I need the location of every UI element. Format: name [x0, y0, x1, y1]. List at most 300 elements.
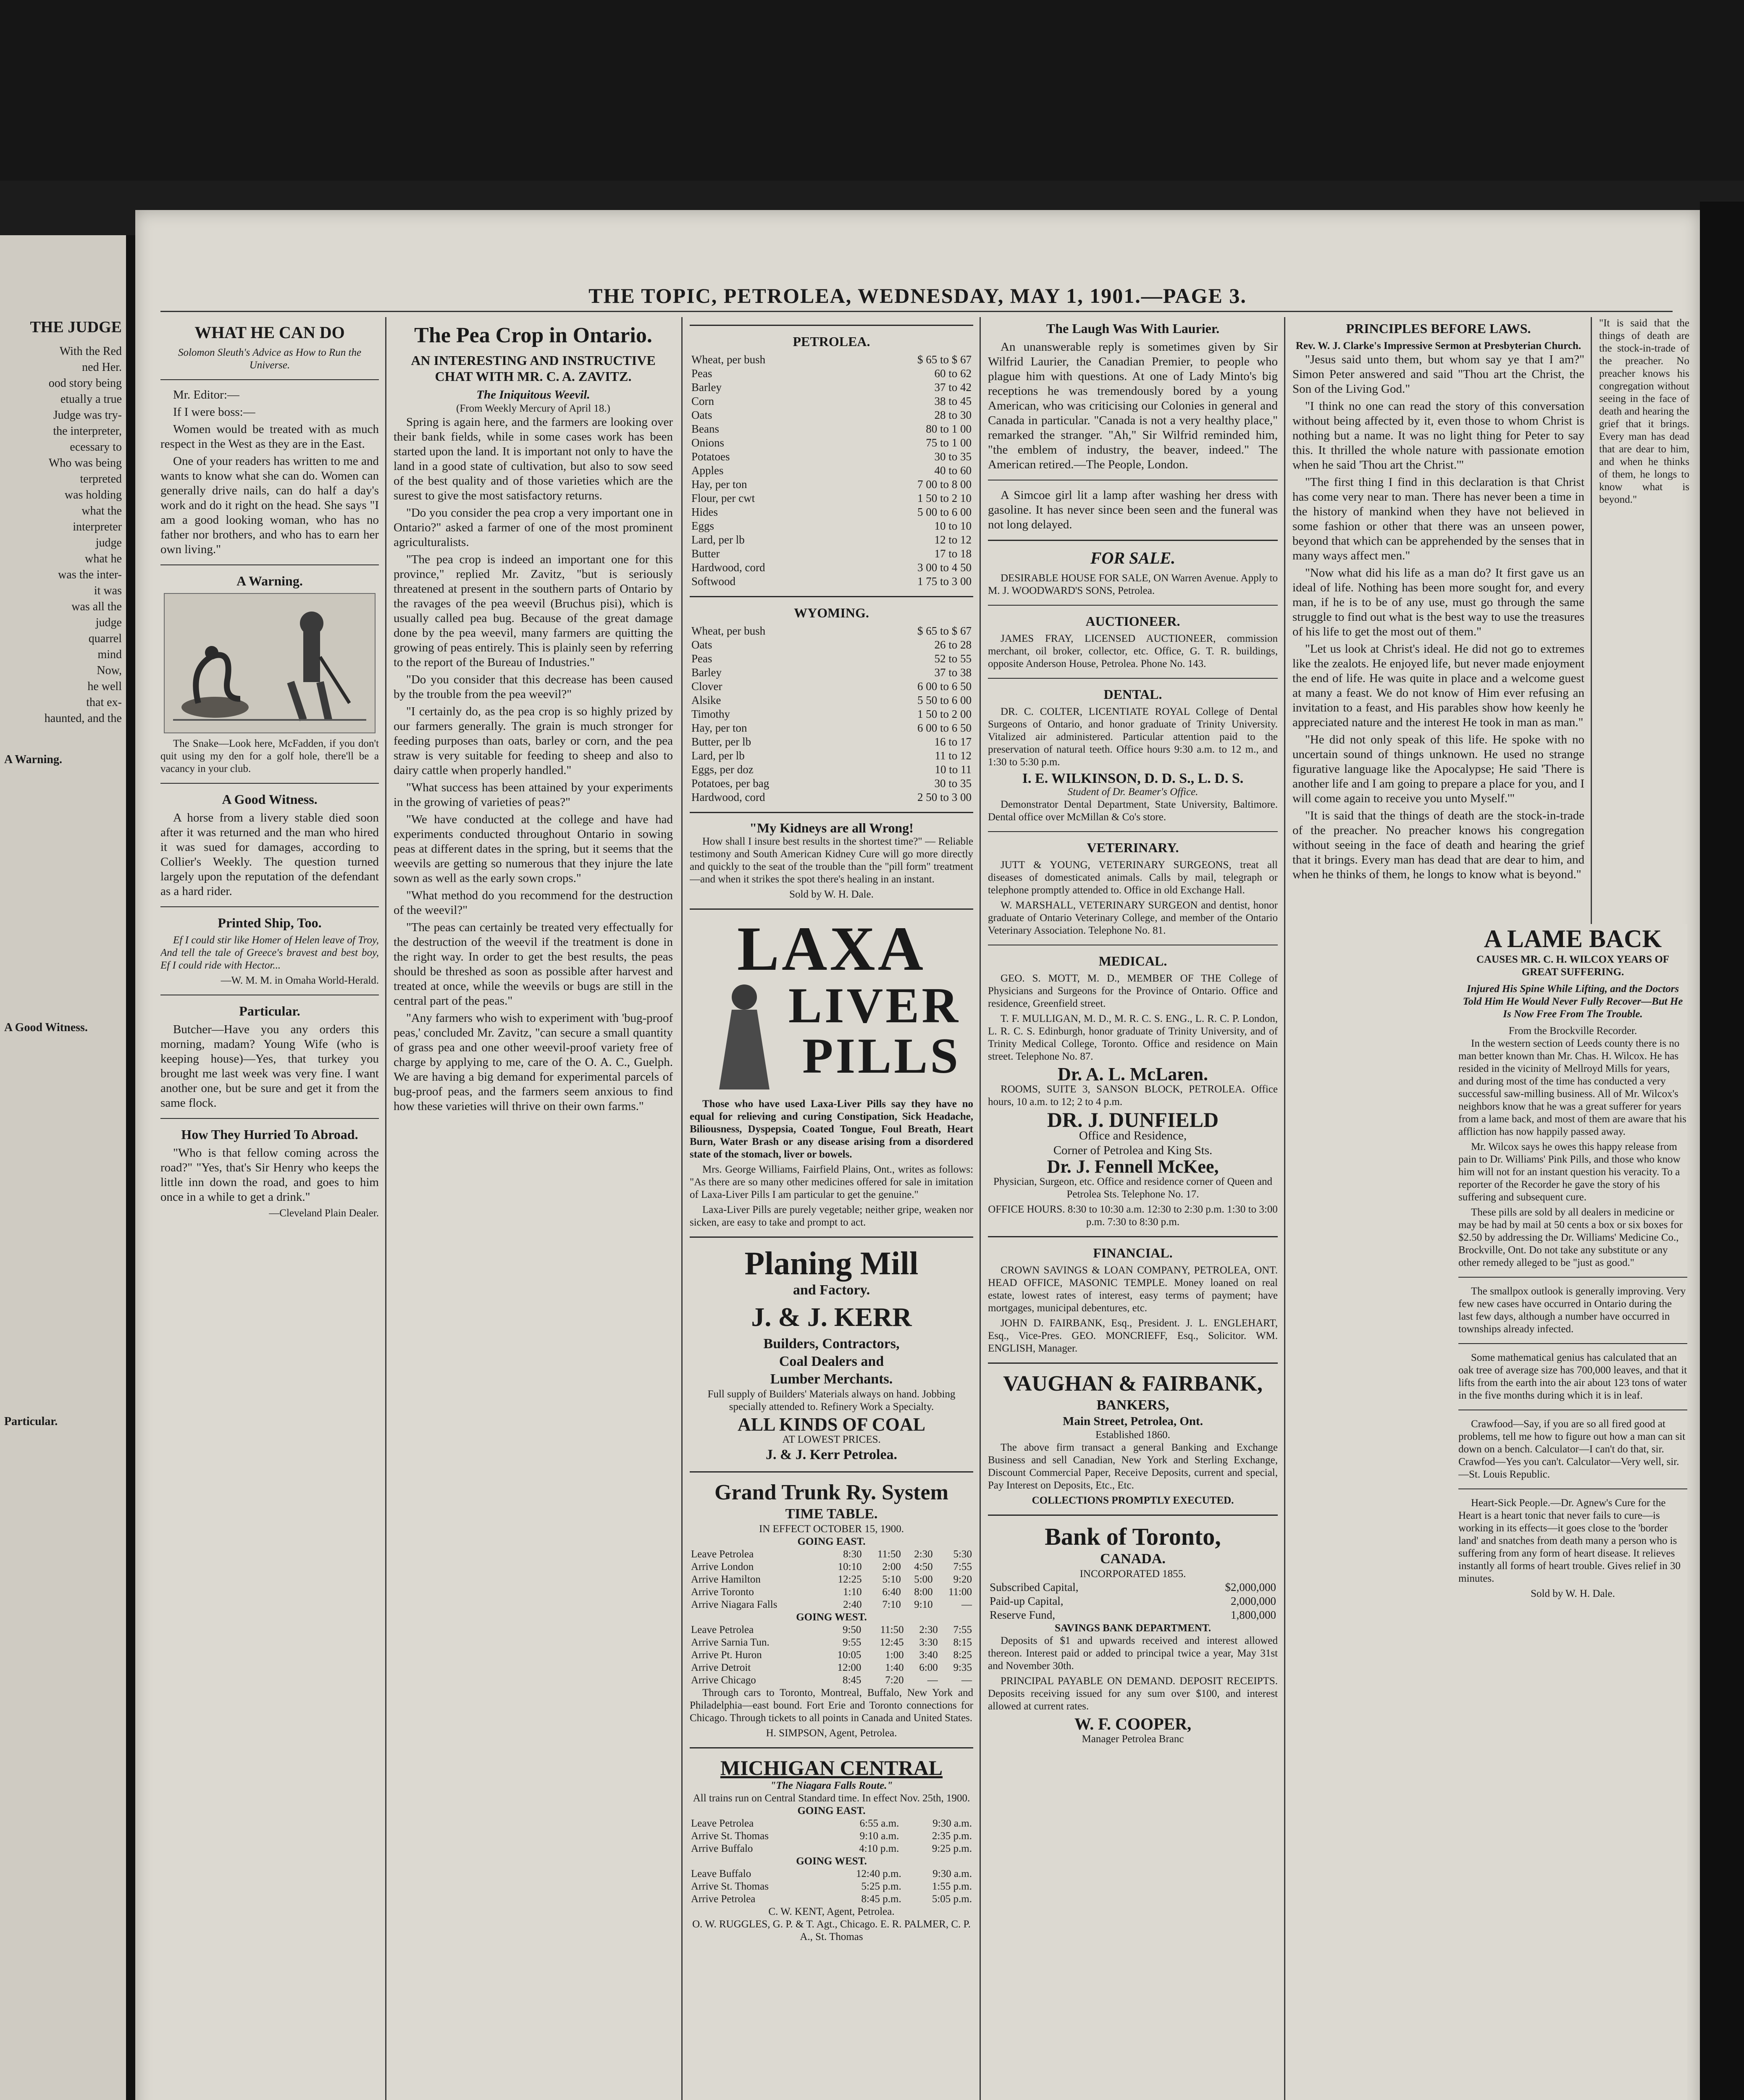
prev-line: judge [95, 616, 122, 629]
laxa-liver-ad [690, 914, 973, 1098]
prev-line: judge [95, 536, 122, 549]
price-row [690, 777, 973, 790]
bank-text: Deposits of $1 and upwards received and interest allowed thereon. Interest paid or added to principal twice a year, May 31st and November 30th. [988, 1635, 1278, 1672]
timetable-row [690, 1599, 973, 1611]
prev-line: quarrel [88, 632, 122, 645]
mclaren-name: Dr. A. L. McLaren. [1057, 1064, 1208, 1084]
gtr-effect: IN EFFECT OCTOBER 15, 1900. [759, 1523, 904, 1535]
timetable-time: 11:00 [948, 1586, 972, 1598]
timetable-time: 1:40 [885, 1662, 904, 1673]
paragraph: Mr. Editor:— [173, 388, 239, 402]
price-row [690, 666, 973, 680]
paragraph: Butcher—Have you any orders this morning, madam? Young Wife (who is keeping house)—Yes, that turkey you brought me last week was very fine. I want another one, but be sure and get it from the same flock. [160, 1023, 379, 1110]
card-text: GEO. S. MOTT, M. D., MEMBER OF THE College of Physicians and Surgeons for the Province of Ontario. Office and residence, Greenfield street. [988, 973, 1278, 1009]
price-value: 10 to 11 [935, 763, 972, 776]
timetable-row [690, 1830, 973, 1843]
timetable-time: 5:25 p.m. [861, 1881, 901, 1892]
prev-heading-warning: A Warning. [4, 753, 62, 766]
timetable-row [690, 1649, 973, 1662]
divider [988, 678, 1278, 679]
price-item: Wheat, per bush [691, 353, 766, 366]
timetable-stop: Arrive London [691, 1561, 754, 1572]
price-value: 5 00 to 6 00 [917, 506, 972, 518]
timetable-row [690, 1674, 973, 1687]
prev-line: haunted, and the [44, 712, 122, 725]
timetable-time: 9:20 [953, 1574, 972, 1585]
timetable-row [690, 1586, 973, 1599]
paragraph: The smallpox outlook is generally improving. Very few new cases have occurred in Ontario during the last few days, although a number have occurred in townships already infected. [1458, 1286, 1686, 1335]
timetable-time: 9:10 a.m. [859, 1830, 899, 1842]
timetable-row [690, 1548, 973, 1561]
price-value: 38 to 45 [934, 395, 972, 407]
timetable-time: 9:50 [842, 1624, 861, 1635]
gtr-note: Through cars to Toronto, Montreal, Buffalo, New York and Philadelphia—east bound. Fort Erie and Toronto connections for Chicago. Through tickets to all points in Canada and United States. [690, 1687, 973, 1724]
price-item: Hay, per ton [691, 722, 747, 734]
price-item: Clover [691, 680, 722, 693]
vf-text: The above firm transact a general Banking and Exchange Business and sell Canadian, New York and Sterling Exchange, Discount Commercial Paper, Receive Deposits, current and special, Pay Interest on Deposits, Etc., Etc. [988, 1442, 1278, 1491]
ad-source: From the Brockville Recorder. [1508, 1025, 1637, 1037]
mc-heading: MICHIGAN CENTRAL [720, 1756, 943, 1780]
for-sale-heading: FOR SALE. [1090, 549, 1176, 567]
card-text: T. F. MULLIGAN, M. D., M. R. C. S. ENG., L. R. C. P. London, L. R. C. S. Edinburgh, honor graduate of Trinity University, and of Trinity Medical College, Toronto. Office and residence on Main street. Telephone No. 87. [988, 1013, 1278, 1062]
timetable-time: 2:35 p.m. [932, 1830, 972, 1842]
prev-line: etually a true [60, 393, 122, 406]
paragraph: "What method do you recommend for the destruction of the weevil?" [394, 889, 673, 917]
divider [160, 1118, 379, 1119]
mckee-text: Physician, Surgeon, etc. Office and residence corner of Queen and Petrolea Sts. Telephone No. 17. [993, 1176, 1273, 1200]
timetable-time: 6:40 [882, 1586, 901, 1598]
price-item: Oats [691, 409, 712, 421]
prev-heading-witness: A Good Witness. [4, 1021, 88, 1034]
article-headline: A Good Witness. [222, 792, 318, 807]
timetable-stop: Arrive Petrolea [691, 1893, 756, 1905]
timetable-row [690, 1561, 973, 1573]
price-value: 6 00 to 6 50 [917, 680, 972, 693]
article-headline: WHAT HE CAN DO [194, 323, 345, 342]
bank-manager-sub: Manager Petrolea Branc [1082, 1733, 1184, 1745]
price-item: Apples [691, 464, 724, 477]
divider [1458, 1488, 1687, 1489]
timetable-time: 2:40 [843, 1599, 862, 1610]
ad-kidney-credit: Sold by W. H. Dale. [789, 889, 874, 900]
price-row [690, 422, 973, 436]
divider [1458, 1277, 1687, 1278]
article-credit: —Cleveland Plain Dealer. [269, 1208, 379, 1219]
timetable-time: 6:55 a.m. [859, 1818, 899, 1829]
bank-toronto-inc: INCORPORATED 1855. [1079, 1568, 1186, 1580]
article-headline: How They Hurried To Abroad. [181, 1127, 358, 1142]
price-value: 75 to 1 00 [926, 436, 972, 449]
timetable-time: 5:10 [882, 1574, 901, 1585]
price-item: Eggs [691, 520, 714, 532]
divider [690, 1471, 973, 1473]
mckee-name: Dr. J. Fennell McKee, [1047, 1156, 1219, 1177]
timetable-time: 7:20 [885, 1675, 904, 1686]
mc-tagline: "The Niagara Falls Route." [770, 1780, 893, 1791]
divider [690, 1236, 973, 1238]
timetable-stop: Leave Buffalo [691, 1868, 751, 1880]
column-rule [1284, 317, 1285, 2100]
kerr-line: Builders, Contractors, [763, 1336, 900, 1352]
price-item: Eggs, per doz [691, 763, 754, 776]
paragraph: "Jesus said unto them, but whom say ye that I am?" Simon Peter answered and said "Thou art the Christ, the Son of the Living God." [1292, 353, 1584, 396]
kerr-line: Coal Dealers and [779, 1354, 884, 1369]
timetable-time: 5:30 [953, 1549, 972, 1560]
timetable-time: 2:30 [914, 1549, 933, 1560]
ad-laxa-quote: Mrs. George Williams, Fairfield Plains, Ont., writes as follows: "As there are so many other medicines offered for sale in imitation of Laxa-Liver Pills I am particular to get the genuine." [690, 1164, 973, 1200]
price-item: Timothy [691, 708, 730, 720]
price-value: 5 50 to 6 00 [917, 694, 972, 706]
price-row [690, 367, 973, 381]
prev-line: interpreter [73, 520, 122, 533]
paragraph: "Who is that fellow coming across the road?" "Yes, that's Sir Henry who keeps the little inn down the road, and goes to him once in a while to get a drink." [160, 1146, 379, 1204]
price-item: Wheat, per bush [691, 625, 766, 637]
price-row [690, 735, 973, 749]
price-row [690, 505, 973, 519]
price-value: $ 65 to $ 67 [917, 353, 972, 366]
price-item: Onions [691, 436, 725, 449]
prev-line: was holding [64, 488, 122, 501]
timetable-time: 8:30 [843, 1549, 862, 1560]
gtr-heading: Grand Trunk Ry. System [714, 1480, 948, 1504]
ad-laxa-close: Laxa-Liver Pills are purely vegetable; neither gripe, weaken nor sicken, are easy to take and prompt to act. [690, 1204, 973, 1228]
kerr-name: J. & J. KERR [751, 1302, 912, 1332]
divider [988, 831, 1278, 832]
price-item: Flour, per cwt [691, 492, 755, 504]
divider [1458, 1343, 1687, 1344]
paragraph: Heart-Sick People.—Dr. Agnew's Cure for the Heart is a heart tonic that never fails to cure—is working in its effects—it goes close to the 'border land' and snatches from death many a person who is suffering from any form of heart disease. It relieves instantly all forms of heart trouble. Gives relief in 30 minutes. [1458, 1497, 1681, 1584]
dunfield-text: Office and Residence, [1079, 1129, 1187, 1142]
timetable-row [690, 1624, 973, 1636]
price-row [690, 680, 973, 693]
paragraph: "Any farmers who wish to experiment with 'bug-proof peas,' concluded Mr. Zavitz, "can secure a small quantity of grass pea and one other weevil-proof variety free of charge by applying to me, care of the O. A. C., Guelph. We are having a big demand for experimental parcels of bug-proof peas, and the farmers seem anxious to find how these varieties will thrive on their own farms." [394, 1011, 673, 1113]
timetable-time: 1:10 [843, 1586, 862, 1598]
paragraph: "The pea crop is indeed an important one for this province," replied Mr. Zavitz, "but is seriously threatened at present in the southern parts of Ontario by the ravages of the pea weevil (Bruchus pisi), which is usually called pea bug. Because of the great damage done by the pea weevil, many farmers are quitting the growing of peas entirely. This is plainly seen by referring to the report of the Bureau of Industries." [394, 553, 673, 669]
paragraph: "I think no one can read the story of this conversation without being affected by it, even those to whom Christ is nothing but a name. It was no light thing for Peter to say this. It thrilled the whole nature with passionate emotion when he said 'Thou art the Christ.'" [1292, 399, 1584, 472]
price-row [690, 749, 973, 763]
column-2 [394, 317, 673, 2100]
timetable-time: 9:10 [914, 1599, 933, 1610]
mc-west-table [690, 1868, 973, 1906]
prev-line: With the Red [59, 345, 122, 358]
timetable-time: 10:05 [837, 1649, 861, 1661]
price-value: 7 00 to 8 00 [917, 478, 972, 491]
newspaper-page [135, 210, 1700, 2100]
divider [988, 1362, 1278, 1364]
bank-manager: W. F. COOPER, [1074, 1714, 1192, 1733]
vf-bankers: BANKERS, [1096, 1397, 1169, 1413]
dunfield-name: DR. J. DUNFIELD [1047, 1108, 1219, 1131]
timetable-time: 5:05 p.m. [932, 1893, 972, 1905]
timetable-time: — [961, 1599, 972, 1610]
scanner-background-top [0, 0, 1744, 181]
paragraph: These pills are sold by all dealers in medicine or may be had by mail at 50 cents a box or six boxes for $2.50 by addressing the Dr. Williams' Medicine Co., Brockville, Ont. Do not take any substitute or any other remedy alleged to be "just as good." [1458, 1207, 1683, 1268]
price-row [690, 547, 973, 561]
snake-golfer-illustration [165, 594, 375, 732]
kerr-signature: J. & J. Kerr Petrolea. [765, 1447, 898, 1462]
price-item: Potatoes, per bag [691, 777, 770, 790]
cartoon-caption: The Snake—Look here, McFadden, if you don't quit using my den for a golf hole, there'll be a vacancy in your club. [160, 738, 379, 774]
price-value: 1 75 to 3 00 [917, 575, 972, 588]
column-rule [385, 317, 386, 2100]
divider [690, 908, 973, 910]
paragraph: Mr. Wilcox says he owes this happy release from pain to Dr. Williams' Pink Pills, and those who know him will not for an instant question his veracity. To a reporter of the Recorder he gave the story of his suffering and subsequent cure. [1458, 1141, 1681, 1203]
office-hours: OFFICE HOURS. 8:30 to 10:30 a.m. 12:30 to 2:30 p.m. 1:30 to 3:00 p.m. 7:30 to 8:30 p.m. [988, 1204, 1278, 1228]
price-value: 37 to 38 [934, 666, 972, 679]
article-subhead: Rev. W. J. Clarke's Impressive Sermon at Presbyterian Church. [1295, 340, 1581, 352]
timetable-time: 12:25 [838, 1574, 862, 1585]
scanner-background-right [1700, 202, 1744, 2100]
timetable-time: 2:00 [882, 1561, 901, 1572]
timetable-time: 8:00 [914, 1586, 933, 1598]
timetable-time: 12:45 [880, 1637, 904, 1648]
timetable-time: 8:45 [842, 1675, 861, 1686]
timetable-stop: Arrive Toronto [691, 1586, 754, 1598]
ad-headline: A LAME BACK [1484, 925, 1662, 953]
timetable-time: 1:55 p.m. [932, 1881, 972, 1892]
article-headline: The Pea Crop in Ontario. [414, 323, 652, 347]
price-item: Softwood [691, 575, 736, 588]
price-value: 1 50 to 2 10 [917, 492, 972, 504]
price-item: Barley [691, 666, 722, 679]
timetable-time: 12:40 p.m. [856, 1868, 901, 1880]
gtr-agent: H. SIMPSON, Agent, Petrolea. [766, 1727, 897, 1739]
paragraph: If I were boss:— [173, 405, 255, 419]
price-item: Corn [691, 395, 714, 407]
paragraph: Women would be treated with as much respect in the West as they are in the East. [160, 423, 379, 451]
capital-value: 2,000,000 [1231, 1595, 1276, 1607]
timetable-time: 7:55 [953, 1624, 972, 1635]
mc-going-west: GOING WEST. [796, 1856, 867, 1867]
capital-value: $2,000,000 [1225, 1581, 1276, 1593]
price-value: $ 65 to $ 67 [917, 625, 972, 637]
timetable-stop: Arrive Sarnia Tun. [691, 1637, 770, 1648]
prev-line: Who was being [48, 457, 122, 470]
article-subhead: AN INTERESTING AND INSTRUCTIVE CHAT WITH MR. C. A. ZAVITZ. [411, 353, 656, 384]
price-row [690, 408, 973, 422]
column-3 [690, 317, 973, 2100]
article-headline: Particular. [239, 1003, 300, 1018]
section-heading: VETERINARY. [1087, 840, 1179, 855]
timetable-stop: Arrive Buffalo [691, 1843, 753, 1854]
divider [690, 812, 973, 813]
vf-place: Main Street, Petrolea, Ont. [1063, 1415, 1203, 1428]
price-item: Hay, per ton [691, 478, 747, 491]
timetable-row [690, 1893, 973, 1906]
timetable-time: 8:25 [953, 1649, 972, 1661]
gtr-going-west: GOING WEST. [796, 1612, 867, 1623]
price-row [690, 561, 973, 575]
vf-name: VAUGHAN & FAIRBANK, [1003, 1372, 1263, 1396]
timetable-time: 5:00 [914, 1574, 933, 1585]
price-row [690, 707, 973, 721]
timetable-time: 7:55 [953, 1561, 972, 1572]
cartoon-heading: A Warning. [236, 573, 303, 588]
for-sale-text: DESIRABLE HOUSE FOR SALE, ON Warren Avenue. Apply to M. J. WOODWARD'S SONS, Petrolea. [988, 572, 1278, 596]
price-value: 3 00 to 4 50 [917, 561, 972, 574]
credit: Sold by W. H. Dale. [1531, 1588, 1615, 1599]
gtr-timetable-title: TIME TABLE. [785, 1506, 878, 1522]
timetable-stop: Arrive Niagara Falls [691, 1599, 777, 1610]
price-item: Peas [691, 652, 712, 665]
capital-value: 1,800,000 [1231, 1609, 1276, 1621]
paragraph: An unanswerable reply is sometimes given by Sir Wilfrid Laurier, the Canadian Premier, to people who plague him with questions. At one of Lady Minto's big receptions he was tremendously bored by a young American, who was criticising our Colonies in general and Canada in particular. "Canada is not a very healthy place," remarked the stranger. "Ah," Sir Wilfrid reminded him, "the emblem of industry, the beaver, indeed." The American retired.—The People, London. [988, 340, 1278, 471]
wilkinson-name: I. E. WILKINSON, D. D. S., L. D. S. [1022, 771, 1244, 786]
paragraph: "What success has been attained by your experiments in the growing of varieties of peas?" [394, 781, 673, 809]
article-headline: PRINCIPLES BEFORE LAWS. [1346, 321, 1531, 336]
price-row [690, 575, 973, 588]
ad-subhead: CAUSES MR. C. H. WILCOX YEARS OF GREAT SUFFERING. [1476, 954, 1670, 978]
column-rule [980, 317, 981, 2100]
paragraph: A horse from a livery stable died soon after it was returned and the man who hired it was sued for damages, according to Collier's Weekly. The question turned largely upon the reputation of the defendant as a hard rider. [160, 811, 379, 898]
price-value: 26 to 28 [934, 638, 972, 651]
price-item: Butter [691, 547, 720, 560]
price-value: 30 to 35 [934, 777, 972, 790]
price-row [690, 519, 973, 533]
divider [160, 906, 379, 907]
prev-line: ned Her. [82, 361, 122, 374]
card-text: JAMES FRAY, LICENSED AUCTIONEER, commission merchant, oil broker, collector, etc. Office, G. T. R. buildings, opposite Anderson House, Petrolea. Phone No. 143. [988, 633, 1278, 669]
petrolea-market-table [690, 353, 973, 588]
paragraph: "It is said that the things of death are the stock-in-trade of the preacher. No preacher knows his congregation without seeing in the face of death and hearing the grief that it brings. Every man has dead that are dear to him, and when he thinks of them, he longs to know what is beyond." [1599, 318, 1689, 505]
article-headline: The Laugh Was With Laurier. [1046, 321, 1220, 336]
card-text: Demonstrator Dental Department, State University, Baltimore. Dental office over McMillan & Co's store. [988, 799, 1278, 823]
prev-line: Now, [97, 664, 122, 677]
capital-label: Paid-up Capital, [990, 1595, 1064, 1607]
article-source: (From Weekly Mercury of April 18.) [456, 403, 610, 414]
prev-line: the interpreter, [53, 425, 122, 438]
card-text: ROOMS, SUITE 3, SANSON BLOCK, PETROLEA. Office hours, 10 a.m. to 12; 2 to 4 p.m. [988, 1084, 1278, 1108]
price-item: Oats [691, 638, 712, 651]
price-value: 2 50 to 3 00 [917, 791, 972, 803]
poem-headline: Printed Ship, Too. [218, 915, 322, 930]
market-title-petrolea: PETROLEA. [793, 334, 870, 349]
price-value: 40 to 60 [934, 464, 972, 477]
mc-east-table [690, 1817, 973, 1855]
liver-word: LIVER [788, 977, 961, 1033]
price-row [690, 450, 973, 464]
bank-toronto-name: Bank of Toronto, [1045, 1523, 1221, 1550]
mc-note: All trains run on Central Standard time. In effect Nov. 25th, 1900. [693, 1793, 970, 1804]
prev-line: he well [87, 680, 122, 693]
timetable-stop: Leave Petrolea [691, 1624, 754, 1635]
price-item: Hardwood, cord [691, 561, 765, 574]
price-row [690, 624, 973, 638]
mc-agent: C. W. KENT, Agent, Petrolea. [768, 1906, 895, 1917]
price-item: Butter, per lb [691, 735, 751, 748]
vf-established: Established 1860. [1095, 1429, 1170, 1441]
price-item: Barley [691, 381, 722, 394]
prev-line: what he [85, 552, 122, 565]
prev-line: terpreted [80, 472, 122, 486]
price-row [690, 381, 973, 394]
price-row [690, 478, 973, 491]
divider [690, 325, 973, 326]
timetable-time: 9:30 a.m. [932, 1868, 972, 1880]
laxa-word: LAXA [737, 914, 926, 984]
vf-collections: COLLECTIONS PROMPTLY EXECUTED. [1032, 1495, 1234, 1506]
price-item: Potatoes [691, 450, 730, 463]
prev-line: was the inter- [58, 568, 122, 581]
column-1 [160, 317, 379, 2100]
price-row [690, 652, 973, 666]
gtr-west-table [690, 1624, 973, 1687]
timetable-row [690, 1880, 973, 1893]
price-value: 10 to 10 [934, 520, 972, 532]
timetable-time: — [927, 1675, 938, 1686]
price-value: 60 to 62 [934, 367, 972, 380]
divider [160, 379, 379, 380]
timetable-stop: Arrive Chicago [691, 1675, 756, 1686]
previous-page-strip [0, 235, 126, 2100]
paragraph: One of your readers has written to me and wants to know what she can do. Women can generally drive nails, can do half a day's work and do it right on the head. She says "I am a good looking woman, who has no father nor brothers, and who has to earn her own living." [160, 454, 379, 556]
paragraph: "He did not only speak of this life. He spoke with no uncertain sound of things unknown. He used no strange figurative language like the Apocalypse; He said 'There is another life and I am going to prepare a place for you, and I will come again to receive you unto Myself.'" [1292, 733, 1584, 805]
capital-label: Subscribed Capital, [990, 1581, 1079, 1593]
paragraph: "The peas can certainly be treated very effectually for the destruction of the weevil if the treatment is done in the right way. In order to get the best results, the peas should be threshed as soon as possible after harvest and treated at once, while the weevils or bugs are still in the central part of the peas." [394, 921, 673, 1008]
timetable-stop: Leave Petrolea [691, 1818, 754, 1829]
price-value: 28 to 30 [934, 409, 972, 421]
price-row [690, 533, 973, 547]
price-item: Alsike [691, 694, 721, 706]
wyoming-market-table [690, 624, 973, 804]
prev-heading-particular: Particular. [4, 1415, 58, 1428]
wilkinson-sub: Student of Dr. Beamer's Office. [1067, 786, 1198, 798]
timetable-time: 3:30 [919, 1637, 938, 1648]
poem-text: Ef I could stir like Homer of Helen leave of Troy, And tell the tale of Greece's bravest and best boy, Ef I could ride with Hector... [160, 934, 379, 971]
timetable-stop: Arrive Pt. Huron [691, 1649, 762, 1661]
price-value: 37 to 42 [934, 381, 972, 394]
section-heading: AUCTIONEER. [1085, 614, 1180, 629]
section-heading: DENTAL. [1103, 687, 1162, 702]
timetable-stop: Arrive St. Thomas [691, 1881, 769, 1892]
article-kicker: The Iniquitous Weevil. [476, 388, 590, 402]
price-value: 30 to 35 [934, 450, 972, 463]
paragraph: "Let us look at Christ's ideal. He did not go to extremes like the zealots. He enjoyed life, but never made enjoyment the end of life. He was quite in place and a welcome guest at many a feast. We do not know of Him ever refusing an invitation to a feast, and His parables show how keenly he appreciated nature and the interest He took in man as man." [1292, 642, 1584, 729]
column-rule [681, 317, 683, 2100]
planing-mill-heading: Planing Mill [744, 1245, 919, 1281]
paragraph: "Do you consider the pea crop a very important one in Ontario?" asked a farmer of one of the most prominent agriculturalists. [394, 506, 673, 549]
ad-kidney-text: How shall I insure best results in the shortest time?" — Reliable testimony and South American Kidney Cure will go more directly and quickly to the seat of the trouble than the "pill form" treatment —and when it strikes the spot there's healing in an instant. [690, 836, 973, 885]
divider [988, 540, 1278, 541]
ad-kicker: Injured His Spine While Lifting, and the Doctors Told Him He Would Never Fully Recover—But He Is Now Free From The Trouble. [1463, 983, 1683, 1020]
price-row [690, 638, 973, 652]
price-item: Peas [691, 367, 712, 380]
card-text: JOHN D. FAIRBANK, Esq., President. J. L. ENGLEHART, Esq., Vice-Pres. GEO. MONCRIEFF, Esq., Solicitor. WM. ENGLISH, Manager. [988, 1318, 1278, 1354]
kerr-text: Full supply of Builders' Materials always on hand. Jobbing specially attended to. Refinery Work a Specialty. [707, 1389, 956, 1412]
price-row [690, 464, 973, 478]
price-row [690, 790, 973, 804]
lady-figure-illustration [707, 980, 782, 1094]
poem-credit: —W. M. M. in Omaha World-Herald. [221, 975, 379, 986]
price-row [690, 491, 973, 505]
paragraph: A Simcoe girl lit a lamp after washing her dress with gasoline. It has never since been seen and the funeral was not long delayed. [988, 488, 1278, 531]
paragraph: Crawfood—Say, if you are so all fired good at problems, tell me how to figure out how a man can sit down on a bench. Calculator—I can't do that, sir. Crawfod—Yes you can't. Calculator—Very well, sir. —St. Louis Republic. [1458, 1418, 1686, 1480]
timetable-time: 8:15 [953, 1637, 972, 1648]
price-value: 6 00 to 6 50 [917, 722, 972, 734]
card-text: JUTT & YOUNG, VETERINARY SURGEONS, treat all diseases of domesticated animals. Calls by mail, telegraph or telephone promptly attended to. Office in old Exchange Hall. [988, 859, 1278, 896]
card-text: W. MARSHALL, VETERINARY SURGEON and dentist, honor graduate of Ontario Veterinary College, and member of the Ontario Veterinary Association. Telephone No. 81. [988, 900, 1278, 936]
divider [160, 783, 379, 784]
divider [988, 1236, 1278, 1237]
bank-toronto-sub: CANADA. [1100, 1551, 1166, 1567]
paragraph: "It is said that the things of death are the stock-in-trade of the preacher. No preacher knows his congregation without seeing in the face of death and hearing the grief that it brings. Every man has dead that are dear to him, and when he thinks of them, he longs to know what is beyond." [1292, 809, 1584, 881]
timetable-time: 7:10 [882, 1599, 901, 1610]
section-heading: MEDICAL. [1098, 953, 1167, 969]
bank-notes: PRINCIPAL PAYABLE ON DEMAND. DEPOSIT RECEIPTS. Deposits receiving issued for any sum over $100, and interest allowed at current rates. [988, 1675, 1278, 1712]
price-value: 17 to 18 [934, 547, 972, 560]
price-item: Hides [691, 506, 718, 518]
divider [690, 1747, 973, 1748]
